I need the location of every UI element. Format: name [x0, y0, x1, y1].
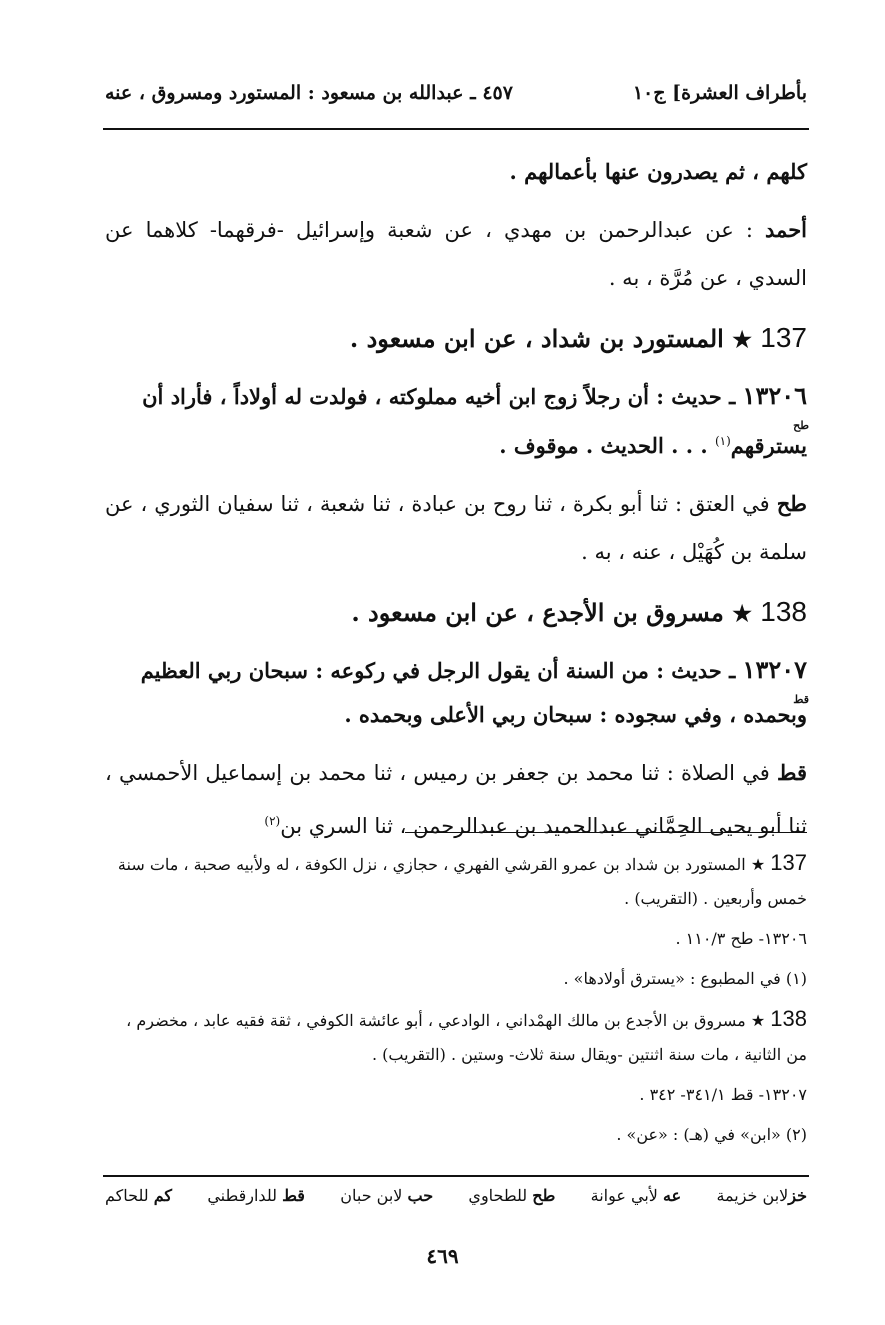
footnote-line2: عابد ، مخضرم ، من الثانية ، مات سنة اثنتين -ويقال سنة ثلاث- وستين . (التقريب) .	[126, 1011, 807, 1064]
key-abbr: خز	[788, 1186, 807, 1205]
key-abbr: عه	[663, 1186, 682, 1205]
source-ahmad	[105, 206, 807, 302]
key-item	[207, 1186, 305, 1205]
paragraph-continuation: كلهم ، ثم يصدرون عنها بأعمالهم .	[509, 159, 807, 184]
hadith-text-line2b: . . . الحديث . موقوف .	[499, 433, 708, 458]
narrator-heading-138	[105, 586, 807, 640]
running-header	[105, 82, 807, 104]
abbreviation-key	[105, 1186, 807, 1205]
header-volume-title: بأطراف العشرة] ج١٠	[632, 82, 807, 104]
key-abbr: حب	[407, 1186, 434, 1205]
hadith-text-line1: ـ حديث : أن رجلاً زوج ابن أخيه مملوكته ، فولدت له أولاداً ، فأراد	[170, 384, 736, 409]
footnote-2: (٢) «ابن» في (هـ) : «عن» .	[616, 1125, 807, 1144]
source-abbr: أحمد	[765, 217, 808, 242]
footnote-138	[105, 1002, 807, 1072]
footnote-13206: ١٣٢٠٦- طح ١١٠/٣ .	[675, 929, 807, 948]
page-number: ٤٦٩	[426, 1244, 459, 1268]
source-text-line1: : عن عبدالرحمن بن مهدي ، عن شعبة وإسرائيل -فرقهما- كلاهما عن	[105, 218, 753, 242]
key-item	[105, 1186, 172, 1205]
source-text-line2: عن سلمة بن كُهَيْل ، عنه ، به .	[105, 492, 807, 564]
key-name: للطحاوي	[468, 1186, 528, 1205]
source-tahawi	[105, 480, 807, 576]
key-name: لابن خزيمة	[716, 1186, 789, 1205]
key-abbr: قط	[282, 1186, 305, 1205]
narrator-number: 138	[760, 596, 807, 627]
footnote-13207: ١٣٢٠٧- قط ٣٤١/١- ٣٤٢ .	[639, 1085, 807, 1104]
key-abbr: كم	[153, 1186, 173, 1205]
footnote-ref: (٢)	[264, 814, 281, 828]
narrator-text: المستورد بن شداد ، عن ابن مسعود .	[349, 324, 724, 353]
key-name: لابن حبان	[340, 1186, 403, 1205]
narrator-number: 137	[770, 850, 807, 875]
key-item	[591, 1186, 682, 1205]
star-icon: ★	[732, 601, 752, 627]
key-item	[340, 1186, 433, 1205]
key-name: لأبي عوانة	[590, 1186, 658, 1205]
header-section-title: ٤٥٧ ـ عبدالله بن مسعود : المستورد ومسروق ، عنه	[105, 82, 513, 104]
footnote-line1: مسروق بن الأجدع بن مالك الهمْداني ، الوادعي ، أبو عائشة الكوفي ، ثقة فقيه	[235, 1011, 746, 1030]
source-abbr: قط	[777, 760, 807, 785]
footnote-rule	[405, 832, 807, 833]
hadith-text-line2a: أن يسترقهم	[142, 384, 807, 458]
main-text	[105, 148, 807, 860]
narrator-text: مسروق بن الأجدع ، عن ابن مسعود .	[351, 598, 724, 627]
key-item	[468, 1186, 555, 1205]
footnote-ref: (١)	[714, 434, 731, 448]
source-text-line1: في العتق : ثنا أبو بكرة ، ثنا روح بن عبادة ، ثنا شعبة ، ثنا سفيان الثوري ،	[140, 492, 770, 516]
star-icon: ★	[732, 327, 752, 353]
key-rule	[103, 1175, 809, 1177]
footnote-1: (١) في المطبوع : «يسترق أولادها» .	[563, 969, 807, 988]
hadith-text-line1: ـ حديث : من السنة أن يقول الرجل في ركوعه : سبحان ربي العظيم	[140, 658, 736, 683]
star-icon: ★	[750, 855, 766, 874]
hadith-text-line2: وبحمده ، وفي سجوده : سبحان ربي الأعلى وبحمده .	[344, 702, 807, 727]
source-text-line1: في الصلاة : ثنا محمد بن جعفر بن رميس ، ثنا محمد بن إسماعيل	[205, 761, 770, 785]
key-item	[716, 1186, 807, 1205]
hadith-13206	[105, 374, 807, 468]
footnote-line1: المستورد بن شداد بن عمرو القرشي الفهري ، حجازي ، نزل الكوفة ، له ولأبيه	[236, 855, 746, 874]
star-icon: ★	[750, 1011, 766, 1030]
hadith-13207	[105, 648, 807, 737]
key-name: للدارقطني	[207, 1186, 277, 1205]
source-tag: قط	[793, 693, 809, 706]
footnotes	[105, 846, 807, 1158]
narrator-heading-137	[105, 312, 807, 366]
source-text-line2: السدي ، عن مُرَّة ، به .	[608, 266, 807, 290]
narrator-number: 137	[760, 322, 807, 353]
source-text-line2: الأحمسي ، ثنا أبو يحيى الحِمَّاني عبدالحميد بن عبدالرحمن ، ثنا السري بن	[105, 761, 807, 838]
hadith-number: ١٣٢٠٦	[742, 381, 807, 410]
header-rule	[103, 128, 809, 130]
source-daraqutni	[105, 749, 807, 850]
source-tag: طح	[793, 419, 809, 432]
source-abbr: طح	[776, 491, 807, 516]
footnote-137	[105, 846, 807, 916]
narrator-number: 138	[770, 1006, 807, 1031]
key-name: للحاكم	[105, 1186, 149, 1205]
hadith-number: ١٣٢٠٧	[742, 655, 807, 684]
footnote-line2: صحبة ، مات سنة خمس وأربعين . (التقريب) .	[117, 855, 807, 908]
key-abbr: طح	[532, 1186, 556, 1205]
